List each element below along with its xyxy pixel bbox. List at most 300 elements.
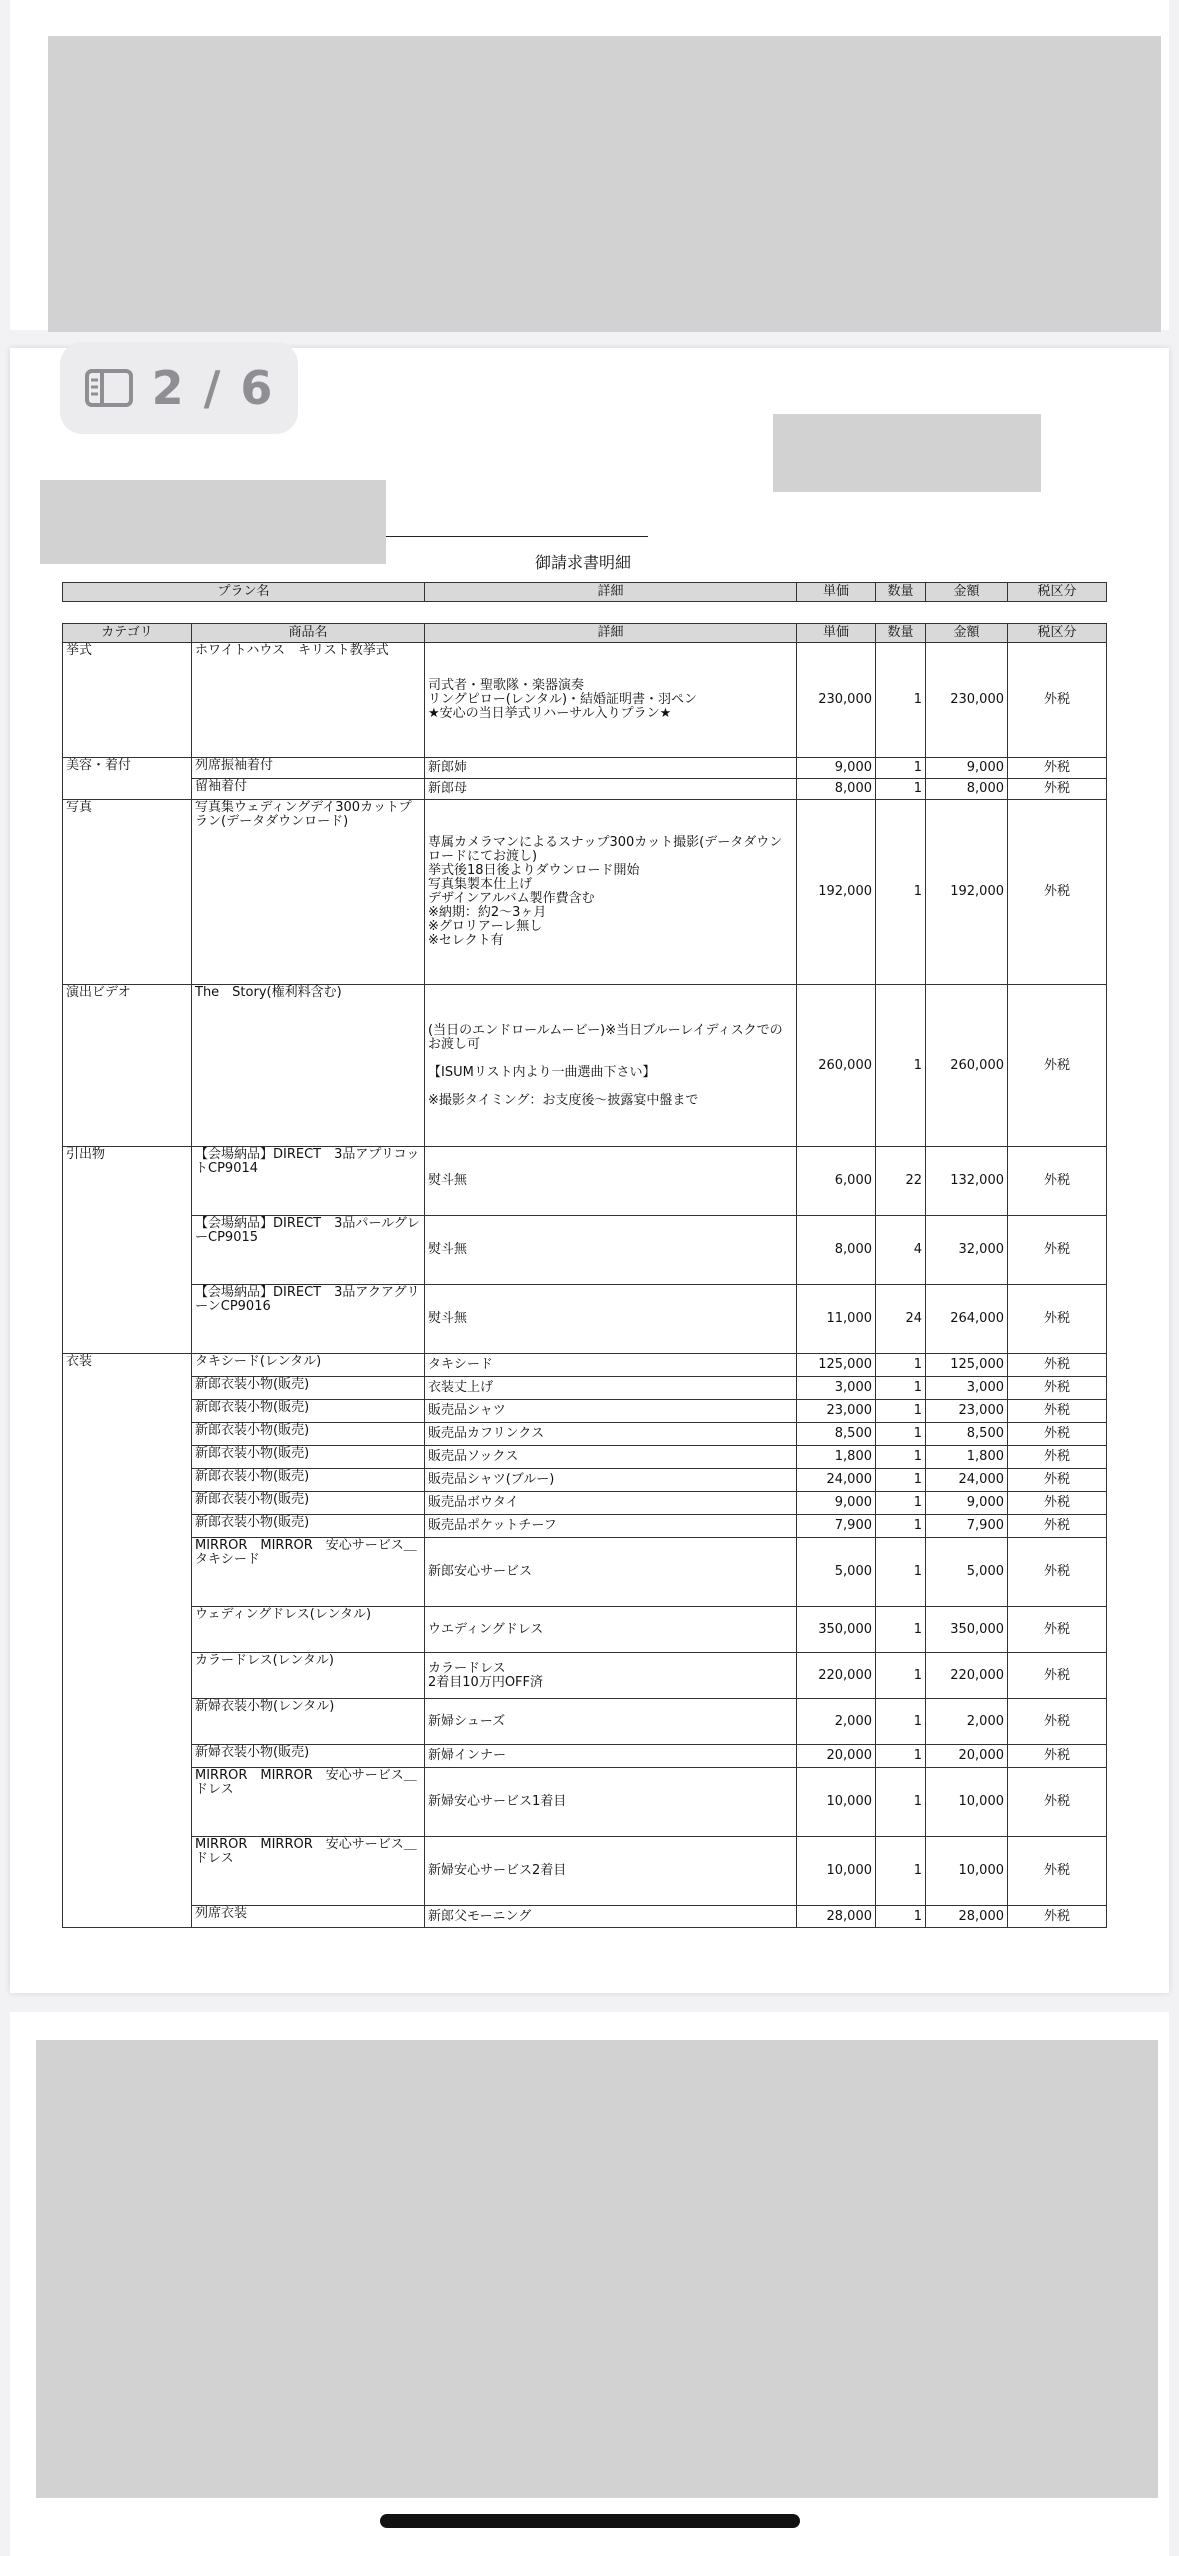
quantity-cell	[876, 1768, 926, 1837]
tax-type-cell	[1008, 1699, 1107, 1745]
detail-cell	[425, 758, 797, 779]
tax-type-cell-text: 外税	[1043, 1564, 1070, 1579]
quantity-cell-text: 1	[913, 1357, 922, 1372]
product-cell-text: 【会場納品】DIRECT 3品アクアグリーンCP9016	[195, 1285, 420, 1314]
product-cell	[192, 1446, 425, 1469]
amount-cell	[926, 1515, 1008, 1538]
quantity-cell	[876, 1837, 926, 1906]
amount-cell-text: 9,000	[966, 1495, 1004, 1510]
detail-cell	[425, 985, 797, 1147]
detail-cell-text: 販売品シャツ	[428, 1403, 506, 1418]
quantity-cell	[876, 1906, 926, 1928]
tax-type-cell	[1008, 1653, 1107, 1699]
unit-price-cell-text: 125,000	[818, 1357, 872, 1372]
category-cell	[63, 1515, 192, 1538]
quantity-cell-text: 1	[913, 781, 922, 796]
table-row	[63, 1607, 1107, 1653]
quantity-cell-text: 1	[913, 1713, 922, 1729]
quantity-cell-text: 1	[913, 1518, 922, 1533]
product-cell-text: 新郎衣装小物(販売)	[195, 1377, 310, 1392]
detail-cell-text: 熨斗無	[428, 1311, 468, 1326]
redacted-block	[36, 2040, 1158, 2498]
tax-type-cell-text: 外税	[1043, 1449, 1070, 1464]
quantity-cell	[876, 1492, 926, 1515]
quantity-cell	[876, 800, 926, 985]
quantity-cell-text: 1	[913, 1564, 922, 1579]
quantity-cell	[876, 1216, 926, 1285]
amount-cell-text: 32,000	[958, 1242, 1004, 1257]
table-row	[63, 1423, 1107, 1446]
unit-price-cell	[797, 800, 876, 985]
amount-cell-text: 350,000	[950, 1621, 1004, 1637]
tax-type-cell-text: 外税	[1043, 760, 1070, 775]
tax-type-cell	[1008, 643, 1107, 758]
table-row	[63, 1469, 1107, 1492]
quantity-cell-text: 1	[913, 1449, 922, 1464]
amount-cell	[926, 1768, 1008, 1837]
detail-cell	[425, 1285, 797, 1354]
detail-cell	[425, 1906, 797, 1928]
amount-cell-text: 2,000	[966, 1713, 1004, 1729]
product-cell-text: 列席振袖着付	[195, 758, 274, 773]
product-cell	[192, 1699, 425, 1745]
amount-cell	[926, 1745, 1008, 1768]
product-cell-text: MIRROR MIRROR 安心サービス＿ドレス	[195, 1837, 417, 1866]
tax-type-cell-text: 外税	[1043, 1242, 1070, 1257]
amount-cell	[926, 1423, 1008, 1446]
product-cell	[192, 758, 425, 779]
unit-price-cell-text: 192,000	[818, 884, 872, 899]
detail-cell-text: カラードレス 2着目10万円OFF済	[428, 1660, 544, 1690]
detail-cell	[425, 1745, 797, 1768]
product-cell-text: カラードレス(レンタル)	[195, 1653, 334, 1668]
amount-cell	[926, 1354, 1008, 1377]
category-cell-text: 演出ビデオ	[66, 985, 131, 1000]
product-cell-text: ホワイトハウス キリスト教挙式	[195, 643, 389, 658]
plan-detail-header: 詳細	[425, 583, 797, 602]
category-cell-text: 衣装	[66, 1354, 93, 1369]
quantity-cell	[876, 1423, 926, 1446]
product-cell-text: 留袖着付	[195, 779, 248, 794]
unit-price-cell	[797, 758, 876, 779]
category-cell	[63, 1745, 192, 1768]
unit-price-cell	[797, 1699, 876, 1745]
category-cell	[63, 643, 192, 758]
amount-cell-text: 23,000	[958, 1403, 1004, 1418]
redacted-block	[48, 36, 1161, 332]
unit-price-cell-text: 1,800	[834, 1449, 872, 1464]
category-cell	[63, 1377, 192, 1400]
amount-cell	[926, 1906, 1008, 1928]
table-row	[63, 800, 1107, 985]
quantity-cell-text: 1	[913, 692, 922, 707]
unit-price-cell-text: 23,000	[826, 1403, 872, 1418]
amount-header: 金額	[926, 624, 1008, 643]
tax-type-cell	[1008, 800, 1107, 985]
category-cell	[63, 985, 192, 1147]
tax-type-cell	[1008, 1147, 1107, 1216]
category-cell	[63, 1147, 192, 1216]
unit-price-cell	[797, 1216, 876, 1285]
plan-qty-header: 数量	[876, 583, 926, 602]
category-cell	[63, 1492, 192, 1515]
tax-type-cell-text: 外税	[1043, 1311, 1070, 1326]
amount-cell	[926, 1492, 1008, 1515]
quantity-cell	[876, 758, 926, 779]
unit-price-cell-text: 8,000	[834, 781, 872, 796]
tax-type-cell	[1008, 1538, 1107, 1607]
category-cell	[63, 800, 192, 985]
product-cell	[192, 1377, 425, 1400]
product-cell	[192, 1216, 425, 1285]
unit-price-cell	[797, 985, 876, 1147]
quantity-cell	[876, 1515, 926, 1538]
category-cell-text: 引出物	[66, 1147, 106, 1162]
product-cell	[192, 1538, 425, 1607]
detail-cell	[425, 1837, 797, 1906]
detail-cell	[425, 1400, 797, 1423]
tax-type-cell-text: 外税	[1043, 1908, 1070, 1924]
unit-price-cell	[797, 1377, 876, 1400]
tax-type-cell	[1008, 1607, 1107, 1653]
quantity-cell-text: 1	[913, 1495, 922, 1510]
amount-cell	[926, 1837, 1008, 1906]
product-cell	[192, 1837, 425, 1906]
detail-cell-text: 新婦インナー	[428, 1748, 507, 1763]
table-row	[63, 1699, 1107, 1745]
table-row	[63, 758, 1107, 779]
amount-cell-text: 3,000	[966, 1380, 1004, 1395]
detail-cell-text: 新郎安心サービス	[428, 1564, 533, 1579]
product-cell-text: 新婦衣装小物(販売)	[195, 1745, 310, 1760]
amount-cell	[926, 800, 1008, 985]
tax-type-cell-text: 外税	[1043, 1713, 1070, 1729]
product-cell-text: 新郎衣装小物(販売)	[195, 1492, 310, 1507]
amount-cell	[926, 1377, 1008, 1400]
amount-cell-text: 132,000	[950, 1173, 1004, 1188]
product-cell-text: MIRROR MIRROR 安心サービス＿ドレス	[195, 1768, 417, 1797]
tax-header: 税区分	[1008, 624, 1107, 643]
product-cell	[192, 1354, 425, 1377]
quantity-cell	[876, 1354, 926, 1377]
quantity-cell	[876, 1377, 926, 1400]
unit-price-cell	[797, 1768, 876, 1837]
product-cell	[192, 1745, 425, 1768]
quantity-cell-text: 1	[913, 1472, 922, 1487]
category-cell-text: 写真	[66, 800, 93, 815]
unit-price-cell	[797, 643, 876, 758]
tax-type-cell-text: 外税	[1043, 1357, 1070, 1372]
unit-price-cell	[797, 1837, 876, 1906]
detail-cell	[425, 1469, 797, 1492]
plan-tax-header: 税区分	[1008, 583, 1107, 602]
detail-cell	[425, 1377, 797, 1400]
unit-price-cell	[797, 1492, 876, 1515]
detail-cell-text: 新婦安心サービス1着目	[428, 1794, 567, 1809]
product-cell	[192, 1906, 425, 1928]
detail-cell-text: タキシード	[428, 1357, 493, 1372]
unit-price-cell	[797, 1906, 876, 1928]
amount-cell-text: 220,000	[950, 1667, 1004, 1683]
plan-price-header: 単価	[797, 583, 876, 602]
quantity-cell	[876, 1538, 926, 1607]
category-cell	[63, 1446, 192, 1469]
quantity-cell	[876, 985, 926, 1147]
product-cell-text: ウェディングドレス(レンタル)	[195, 1607, 372, 1622]
unit-price-cell	[797, 1515, 876, 1538]
table-row	[63, 1837, 1107, 1906]
product-cell-text: 列席衣装	[195, 1906, 248, 1921]
unit-price-cell-text: 220,000	[818, 1667, 872, 1683]
detail-cell	[425, 1699, 797, 1745]
detail-cell	[425, 1446, 797, 1469]
home-indicator[interactable]	[380, 2514, 800, 2528]
detail-cell	[425, 1216, 797, 1285]
category-cell	[63, 779, 192, 800]
quantity-cell-text: 1	[913, 1057, 922, 1073]
detail-cell-text: 新郎姉	[428, 760, 468, 775]
product-cell	[192, 985, 425, 1147]
unit-price-cell	[797, 1354, 876, 1377]
product-cell	[192, 779, 425, 800]
detail-cell-text: 司式者・聖歌隊・楽器演奏 リングピロー(レンタル)・結婚証明書・羽ペン ★安心の当日挙式リハーサル入りプラン★	[428, 678, 698, 721]
unit-price-cell-text: 24,000	[826, 1472, 872, 1487]
tax-type-cell-text: 外税	[1043, 1426, 1070, 1441]
product-cell	[192, 1400, 425, 1423]
quantity-cell	[876, 1400, 926, 1423]
detail-cell-text: 専属カメラマンによるスナップ300カット撮影(データダウンロードにてお渡し) 挙式後18日後よりダウンロード開始 写真集製本仕上げ デザインアルバム製作費含む ※納期：約2〜3ヶ月 ※グロリアーレ無し ※セレクト有	[428, 835, 783, 948]
plan-header-table	[62, 582, 1107, 602]
amount-cell-text: 264,000	[950, 1311, 1004, 1326]
quantity-cell	[876, 1446, 926, 1469]
tax-type-cell-text: 外税	[1043, 1863, 1070, 1878]
amount-cell	[926, 1607, 1008, 1653]
tax-type-cell	[1008, 1492, 1107, 1515]
quantity-cell-text: 22	[905, 1173, 922, 1188]
amount-cell	[926, 1538, 1008, 1607]
table-row	[63, 643, 1107, 758]
amount-cell-text: 192,000	[950, 884, 1004, 899]
detail-cell	[425, 1768, 797, 1837]
table-row	[63, 1285, 1107, 1354]
unit-price-cell	[797, 1653, 876, 1699]
tax-type-cell-text: 外税	[1043, 1057, 1070, 1073]
tax-type-cell	[1008, 1423, 1107, 1446]
detail-cell-text: 販売品ポケットチーフ	[428, 1518, 557, 1533]
amount-cell-text: 230,000	[950, 692, 1004, 707]
category-cell	[63, 1285, 192, 1354]
amount-cell-text: 260,000	[950, 1057, 1004, 1073]
unit-price-cell-text: 2,000	[834, 1713, 872, 1729]
amount-cell	[926, 1653, 1008, 1699]
amount-cell-text: 20,000	[958, 1748, 1004, 1763]
detail-cell	[425, 643, 797, 758]
tax-type-cell-text: 外税	[1043, 1380, 1070, 1395]
amount-cell-text: 24,000	[958, 1472, 1004, 1487]
detail-cell-text: 新郎母	[428, 781, 468, 796]
category-cell	[63, 1538, 192, 1607]
tax-type-cell	[1008, 1216, 1107, 1285]
table-row	[63, 779, 1107, 800]
product-cell	[192, 1607, 425, 1653]
amount-cell	[926, 643, 1008, 758]
table-row	[63, 1446, 1107, 1469]
table-row	[63, 1216, 1107, 1285]
quantity-cell-text: 1	[913, 760, 922, 775]
table-row	[63, 1354, 1107, 1377]
product-cell-text: 新郎衣装小物(販売)	[195, 1423, 310, 1438]
table-row	[63, 1492, 1107, 1515]
quantity-cell-text: 1	[913, 1621, 922, 1637]
product-header: 商品名	[192, 624, 425, 643]
unit-price-cell-text: 230,000	[818, 692, 872, 707]
amount-cell	[926, 985, 1008, 1147]
quantity-cell	[876, 1285, 926, 1354]
quantity-cell-text: 4	[913, 1242, 922, 1257]
amount-cell-text: 1,800	[966, 1449, 1004, 1464]
tax-type-cell	[1008, 1446, 1107, 1469]
unit-price-cell	[797, 1285, 876, 1354]
tax-type-cell-text: 外税	[1043, 1621, 1070, 1637]
amount-cell-text: 9,000	[966, 760, 1004, 775]
tax-type-cell	[1008, 1377, 1107, 1400]
product-cell-text: 新婦衣装小物(レンタル)	[195, 1699, 335, 1714]
tax-type-cell-text: 外税	[1043, 1495, 1070, 1510]
unit-price-cell-text: 9,000	[834, 1495, 872, 1510]
detail-cell	[425, 1492, 797, 1515]
amount-cell-text: 28,000	[958, 1908, 1004, 1924]
category-cell	[63, 1653, 192, 1699]
product-cell-text: 写真集ウェディングデイ300カットプラン(データダウンロード)	[195, 800, 412, 829]
unit-price-cell-text: 5,000	[834, 1564, 872, 1579]
sidebar-icon	[84, 368, 134, 408]
quantity-cell-text: 1	[913, 1908, 922, 1924]
detail-cell	[425, 1538, 797, 1607]
tax-type-cell-text: 外税	[1043, 1794, 1070, 1809]
price-header: 単価	[797, 624, 876, 643]
detail-cell-text: 新婦安心サービス2着目	[428, 1863, 567, 1878]
quantity-cell-text: 1	[913, 1863, 922, 1878]
unit-price-cell-text: 10,000	[826, 1863, 872, 1878]
category-cell	[63, 1607, 192, 1653]
product-cell	[192, 1653, 425, 1699]
amount-cell-text: 10,000	[958, 1863, 1004, 1878]
tax-type-cell	[1008, 1768, 1107, 1837]
unit-price-cell-text: 11,000	[826, 1311, 872, 1326]
amount-cell	[926, 1469, 1008, 1492]
tax-type-cell	[1008, 1400, 1107, 1423]
qty-header: 数量	[876, 624, 926, 643]
quantity-cell	[876, 779, 926, 800]
category-cell	[63, 1906, 192, 1928]
quantity-cell-text: 24	[905, 1311, 922, 1326]
tax-type-cell	[1008, 1354, 1107, 1377]
product-cell-text: 新郎衣装小物(販売)	[195, 1446, 310, 1461]
category-cell	[63, 1354, 192, 1377]
tax-type-cell	[1008, 779, 1107, 800]
table-row	[63, 1377, 1107, 1400]
table-row	[63, 1745, 1107, 1768]
table-row	[63, 1653, 1107, 1699]
page-number-label: 2 / 6	[151, 361, 275, 415]
tax-type-cell	[1008, 1745, 1107, 1768]
unit-price-cell	[797, 1607, 876, 1653]
category-cell	[63, 1768, 192, 1837]
amount-cell-text: 5,000	[966, 1564, 1004, 1579]
detail-cell-text: 販売品シャツ(ブルー)	[428, 1472, 555, 1487]
quantity-cell-text: 1	[913, 1748, 922, 1763]
quantity-cell-text: 1	[913, 1667, 922, 1683]
detail-cell	[425, 1607, 797, 1653]
detail-cell-text: 販売品ボウタイ	[428, 1495, 519, 1510]
product-cell	[192, 1768, 425, 1837]
category-cell-text: 挙式	[66, 643, 93, 658]
detail-header: 詳細	[425, 624, 797, 643]
category-header: カテゴリ	[63, 624, 192, 643]
detail-cell-text: 新婦シューズ	[428, 1713, 506, 1729]
unit-price-cell-text: 6,000	[834, 1173, 872, 1188]
amount-cell	[926, 1147, 1008, 1216]
table-row	[63, 985, 1107, 1147]
quantity-cell	[876, 643, 926, 758]
category-cell	[63, 1400, 192, 1423]
product-cell	[192, 643, 425, 758]
table-row	[63, 1400, 1107, 1423]
tax-type-cell	[1008, 758, 1107, 779]
detail-cell	[425, 1354, 797, 1377]
tax-type-cell-text: 外税	[1043, 692, 1070, 707]
unit-price-cell-text: 10,000	[826, 1794, 872, 1809]
detail-cell-text: 熨斗無	[428, 1242, 468, 1257]
unit-price-cell	[797, 1538, 876, 1607]
product-cell-text: 【会場納品】DIRECT 3品アプリコットCP9014	[195, 1147, 420, 1176]
amount-cell-text: 10,000	[958, 1794, 1004, 1809]
unit-price-cell-text: 8,000	[834, 1242, 872, 1257]
quantity-cell	[876, 1469, 926, 1492]
product-cell-text: 新郎衣装小物(販売)	[195, 1400, 310, 1415]
tax-type-cell-text: 外税	[1043, 1173, 1070, 1188]
product-cell-text: 【会場納品】DIRECT 3品パールグレーCP9015	[195, 1216, 420, 1245]
unit-price-cell-text: 260,000	[818, 1057, 872, 1073]
amount-cell	[926, 1285, 1008, 1354]
tax-type-cell	[1008, 1906, 1107, 1928]
product-cell-text: 新郎衣装小物(販売)	[195, 1515, 310, 1530]
product-cell	[192, 1285, 425, 1354]
quantity-cell-text: 1	[913, 1794, 922, 1809]
quantity-cell	[876, 1699, 926, 1745]
redacted-block	[773, 414, 1041, 492]
amount-cell-text: 125,000	[950, 1357, 1004, 1372]
title-rule	[386, 536, 648, 537]
unit-price-cell-text: 20,000	[826, 1748, 872, 1763]
amount-cell	[926, 1216, 1008, 1285]
detail-cell-text: 熨斗無	[428, 1173, 468, 1188]
detail-cell	[425, 1423, 797, 1446]
plan-name-header: プラン名	[63, 583, 425, 602]
detail-cell	[425, 779, 797, 800]
quantity-cell-text: 1	[913, 884, 922, 899]
amount-cell	[926, 1446, 1008, 1469]
document-title: 御請求書明細	[534, 553, 631, 572]
product-cell-text: タキシード(レンタル)	[195, 1354, 322, 1369]
product-cell	[192, 1147, 425, 1216]
category-cell	[63, 1837, 192, 1906]
amount-cell-text: 8,000	[966, 781, 1004, 796]
unit-price-cell	[797, 1446, 876, 1469]
tax-type-cell	[1008, 1469, 1107, 1492]
page-indicator[interactable]	[60, 342, 298, 434]
detail-cell-text: (当日のエンドロールムービー)※当日ブルーレイディスクでのお渡し可 【ISUMリスト内より一曲選曲下さい】 ※撮影タイミング：お支度後〜披露宴中盤まで	[428, 1022, 783, 1108]
